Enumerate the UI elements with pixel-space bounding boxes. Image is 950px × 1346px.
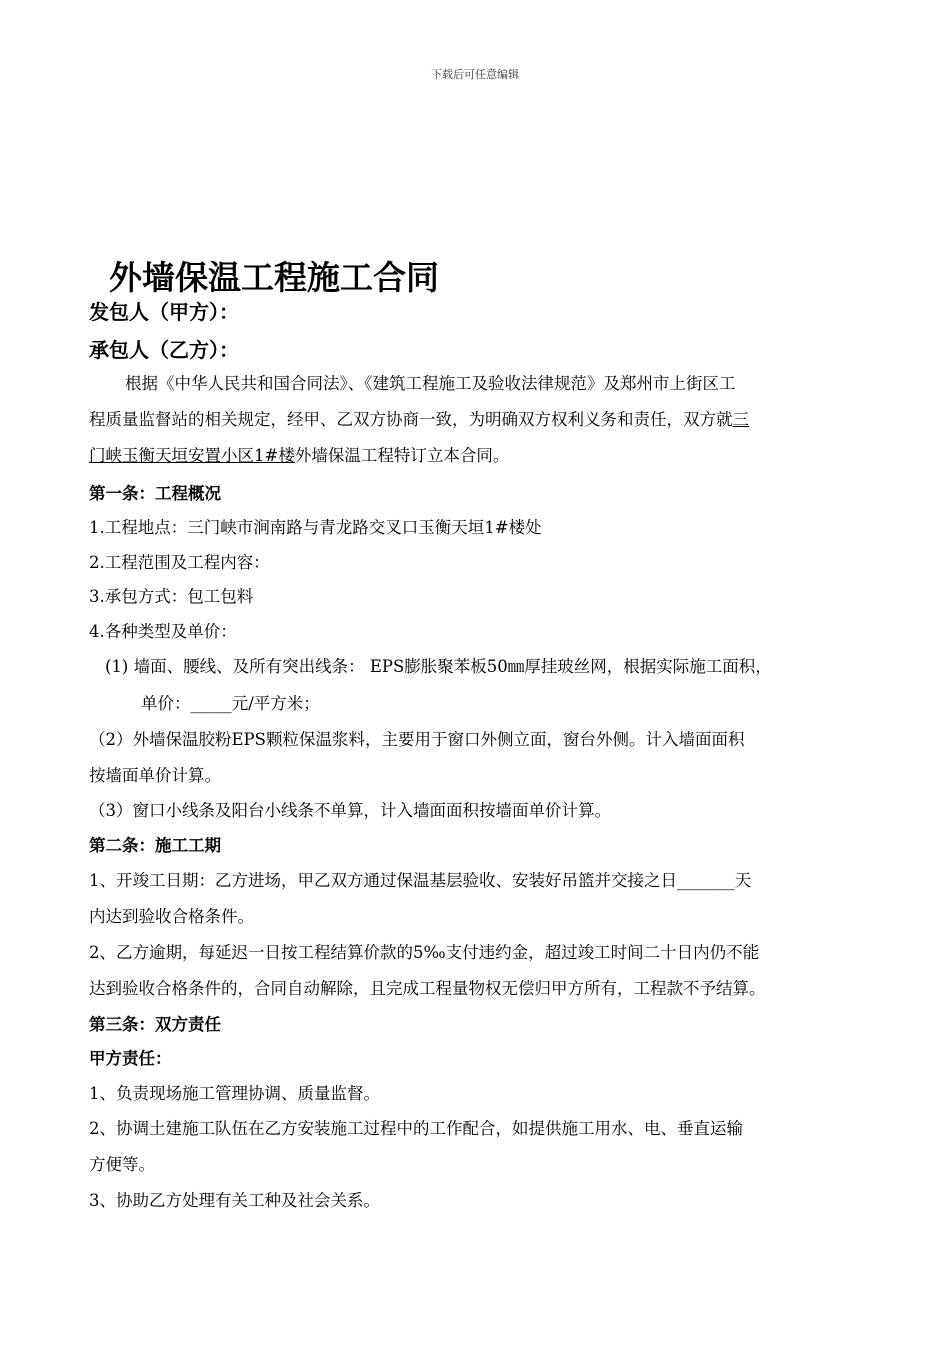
art1-sub-1-line-1: (1) 墙面、腰线、及所有突出线条： EPS膨胀聚苯板50㎜厚挂玻丝网，根据实际施工面积， [105, 657, 772, 676]
intro-line-1: 根据《中华人民共和国合同法》、《建筑工程施工及验收法律规范》及郑州市上街区工 [125, 374, 736, 393]
art2-item-1-line-1 [89, 863, 867, 898]
art1-item-2: 2.工程范围及工程内容： [89, 553, 270, 572]
art1-sub-1-line-2 [141, 686, 919, 721]
art2-item-1-line-2: 内达到验收合格条件。 [89, 907, 254, 926]
art3-item-2-line-1: 2、协调土建施工队伍在乙方安装施工过程中的工作配合，如提供施工用水、电、垂直运输 [89, 1119, 743, 1138]
intro-line-2 [89, 402, 867, 437]
article-3-heading: 第三条：双方责任 [89, 1015, 221, 1034]
intro-line-2-text: 程质量监督站的相关规定，经甲、乙双方协商一致，为明确双方权利义务和责任，双方就 [89, 410, 733, 429]
header-note: 下载后可任意编辑 [431, 68, 519, 81]
unit-price-blank: _____ [190, 694, 232, 713]
art1-sub-3: （3）窗口小线条及阳台小线条不单算，计入墙面面积按墙面单价计算。 [89, 801, 611, 820]
unit-price-unit: 元/平方米； [231, 694, 320, 713]
art3-item-3: 3、协助乙方处理有关工种及社会关系。 [89, 1191, 380, 1210]
project-name-part-1: 三 [732, 410, 749, 429]
intro-line-3-text: 外墙保温工程特订立本合同。 [294, 446, 510, 465]
art1-item-3: 3.承包方式：包工包料 [89, 587, 254, 606]
party-a-responsibility-heading: 甲方责任： [89, 1049, 172, 1068]
art2-item-1-text: 1、开竣工日期：乙方进场，甲乙双方通过保温基层验收、安装好吊篮并交接之日 [89, 871, 677, 890]
party-a-label: 发包人（甲方）： [89, 300, 239, 324]
days-blank: _______ [677, 871, 735, 890]
art3-item-1: 1、负责现场施工管理协调、质量监督。 [89, 1084, 380, 1103]
art1-sub-2-line-2: 按墙面单价计算。 [89, 766, 221, 785]
art1-sub-2-line-1: （2）外墙保温胶粉EPS颗粒保温浆料，主要用于窗口外侧立面，窗台外侧。计入墙面面积 [89, 730, 745, 749]
project-name-part-2: 门峡玉衡天垣安置小区1#楼 [89, 446, 295, 465]
art2-item-2-line-1: 2、乙方逾期，每延迟一日按工程结算价款的5‰支付违约金，超过竣工时间二十日内仍不能 [89, 943, 760, 962]
article-2-heading: 第二条：施工工期 [89, 836, 221, 855]
days-unit: 天 [734, 871, 752, 890]
party-b-label: 承包人（乙方）： [89, 338, 239, 362]
art2-item-2-line-2: 达到验收合格条件的，合同自动解除，且完成工程量物权无偿归甲方所有，工程款不予结算。 [89, 979, 766, 998]
document-title: 外墙保温工程施工合同 [109, 258, 439, 297]
art1-item-4: 4.各种类型及单价： [89, 622, 237, 641]
art1-item-1: 1.工程地点：三门峡市涧南路与青龙路交叉口玉衡天垣1#楼处 [89, 518, 542, 537]
unit-price-label: 单价： [141, 694, 191, 713]
intro-line-3 [89, 438, 867, 473]
art3-item-2-line-2: 方便等。 [89, 1155, 155, 1174]
article-1-heading: 第一条：工程概况 [89, 484, 221, 503]
